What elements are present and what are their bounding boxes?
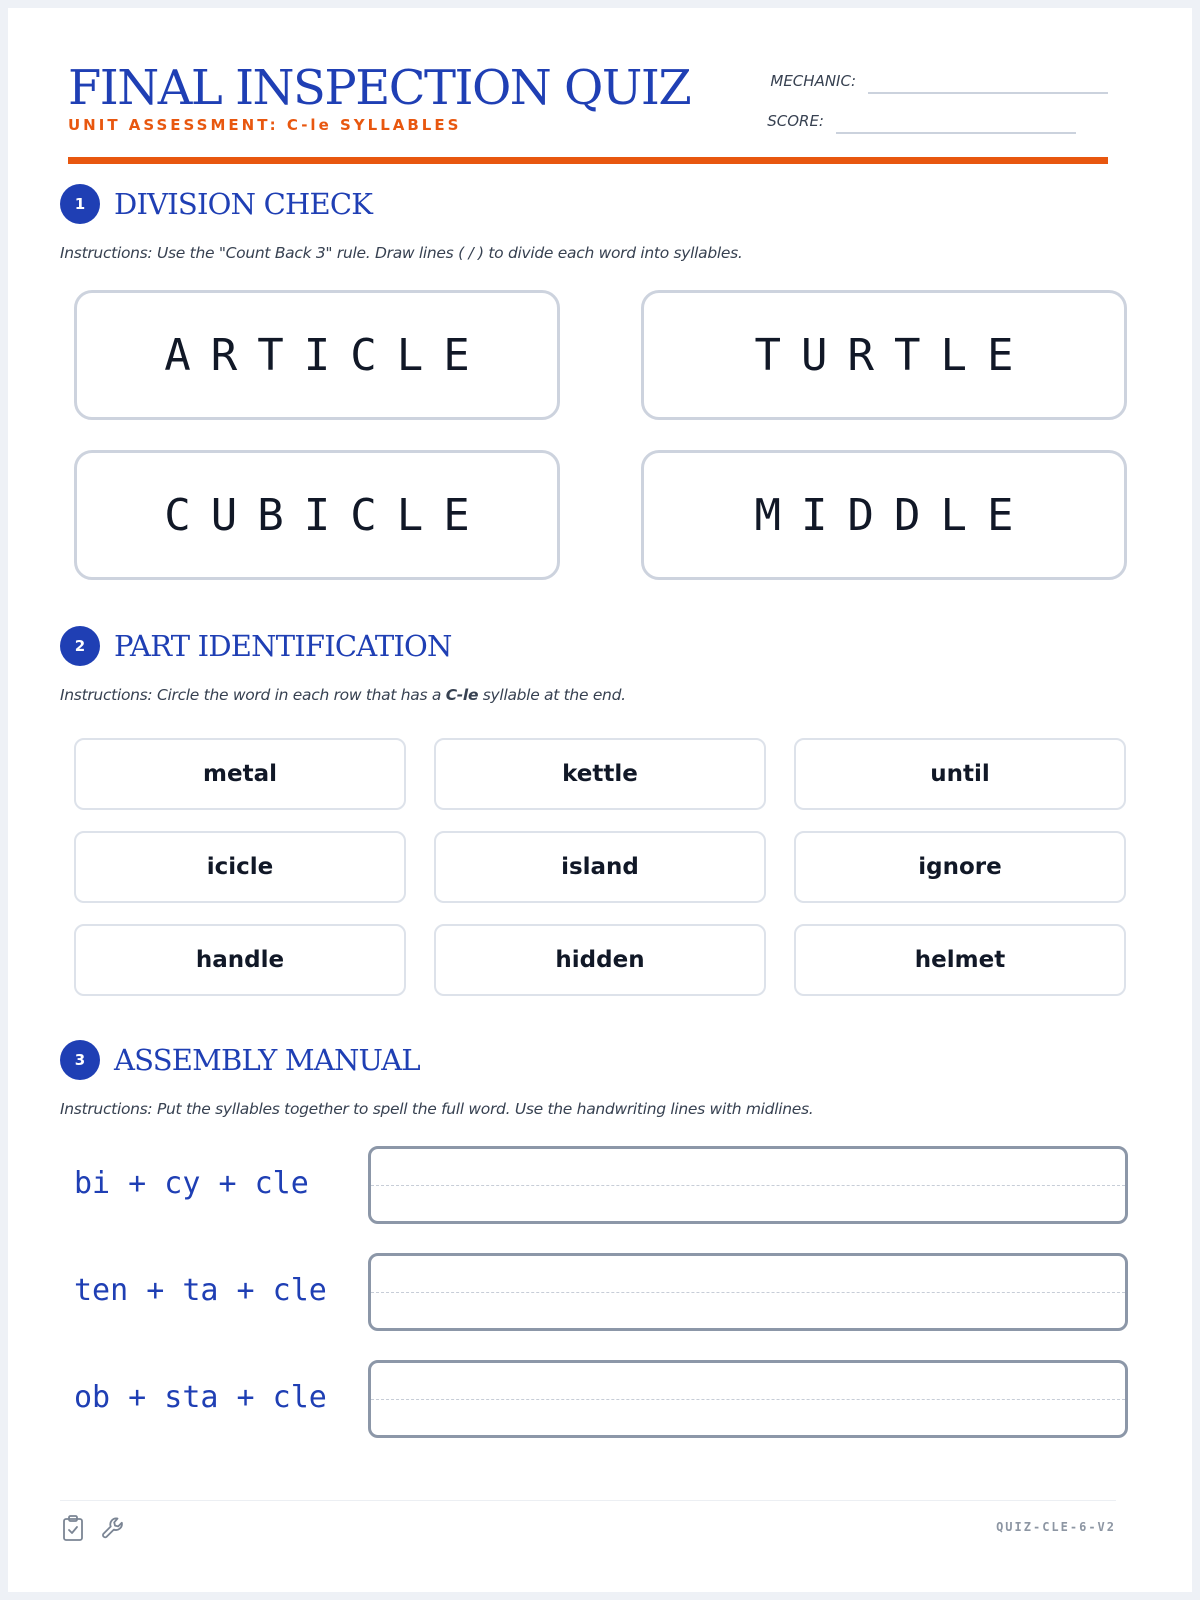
section-1-title: DIVISION CHECK [114, 187, 373, 221]
section-3-number: 3 [60, 1040, 100, 1080]
choice-r2-c2[interactable]: island [434, 831, 766, 903]
choice-r3-c3[interactable]: helmet [794, 924, 1126, 996]
clipboard-check-icon [60, 1514, 86, 1547]
word-box-3[interactable]: CUBICLE [74, 450, 560, 580]
wrench-icon [100, 1514, 128, 1547]
section-3-instructions: Instructions: Put the syllables together to spell the full word. Use the handwriting lines with midlines. [60, 1100, 814, 1118]
answer-box-1[interactable] [368, 1146, 1128, 1224]
midline [371, 1292, 1125, 1293]
word-box-1[interactable]: ARTICLE [74, 290, 560, 420]
instr-bold: C-le [445, 686, 479, 704]
section-1-number: 1 [60, 184, 100, 224]
page-title: FINAL INSPECTION QUIZ [68, 60, 691, 116]
syllable-prompt-3: ob + sta + cle [74, 1380, 327, 1415]
mechanic-line[interactable] [868, 92, 1108, 94]
mechanic-field [770, 72, 1108, 90]
word-box-4[interactable]: MIDDLE [641, 450, 1127, 580]
footer-divider [60, 1500, 1116, 1501]
syllable-prompt-2: ten + ta + cle [74, 1273, 327, 1308]
choice-r2-c1[interactable]: icicle [74, 831, 406, 903]
syllable-prompt-1: bi + cy + cle [74, 1166, 309, 1201]
header [68, 8, 1108, 164]
section-3-title: ASSEMBLY MANUAL [114, 1043, 420, 1077]
section-2-title: PART IDENTIFICATION [114, 629, 452, 663]
choice-r2-c3[interactable]: ignore [794, 831, 1126, 903]
score-label: SCORE: [767, 112, 824, 130]
document-code: QUIZ-CLE-6-V2 [996, 1520, 1116, 1534]
midline [371, 1399, 1125, 1400]
answer-box-3[interactable] [368, 1360, 1128, 1438]
section-2-instructions [60, 686, 626, 704]
score-field [767, 112, 1108, 130]
answer-box-2[interactable] [368, 1253, 1128, 1331]
choice-r3-c1[interactable]: handle [74, 924, 406, 996]
choice-r1-c1[interactable]: metal [74, 738, 406, 810]
section-2-number: 2 [60, 626, 100, 666]
mechanic-label: MECHANIC: [770, 72, 856, 90]
choice-r1-c2[interactable]: kettle [434, 738, 766, 810]
score-line[interactable] [836, 132, 1076, 134]
instr-pre: Instructions: Circle the word in each row that has a [60, 686, 446, 704]
choice-r3-c2[interactable]: hidden [434, 924, 766, 996]
instr-post: syllable at the end. [478, 686, 626, 704]
midline [371, 1185, 1125, 1186]
word-box-2[interactable]: TURTLE [641, 290, 1127, 420]
choice-r1-c3[interactable]: until [794, 738, 1126, 810]
section-1-header [60, 184, 372, 224]
footer-icons [60, 1514, 128, 1547]
section-1-instructions: Instructions: Use the "Count Back 3" rule. Draw lines ( / ) to divide each word into syllables. [60, 244, 743, 262]
section-2-header [60, 626, 452, 666]
section-3-header [60, 1040, 420, 1080]
page-subtitle: UNIT ASSESSMENT: C-le SYLLABLES [68, 116, 462, 134]
